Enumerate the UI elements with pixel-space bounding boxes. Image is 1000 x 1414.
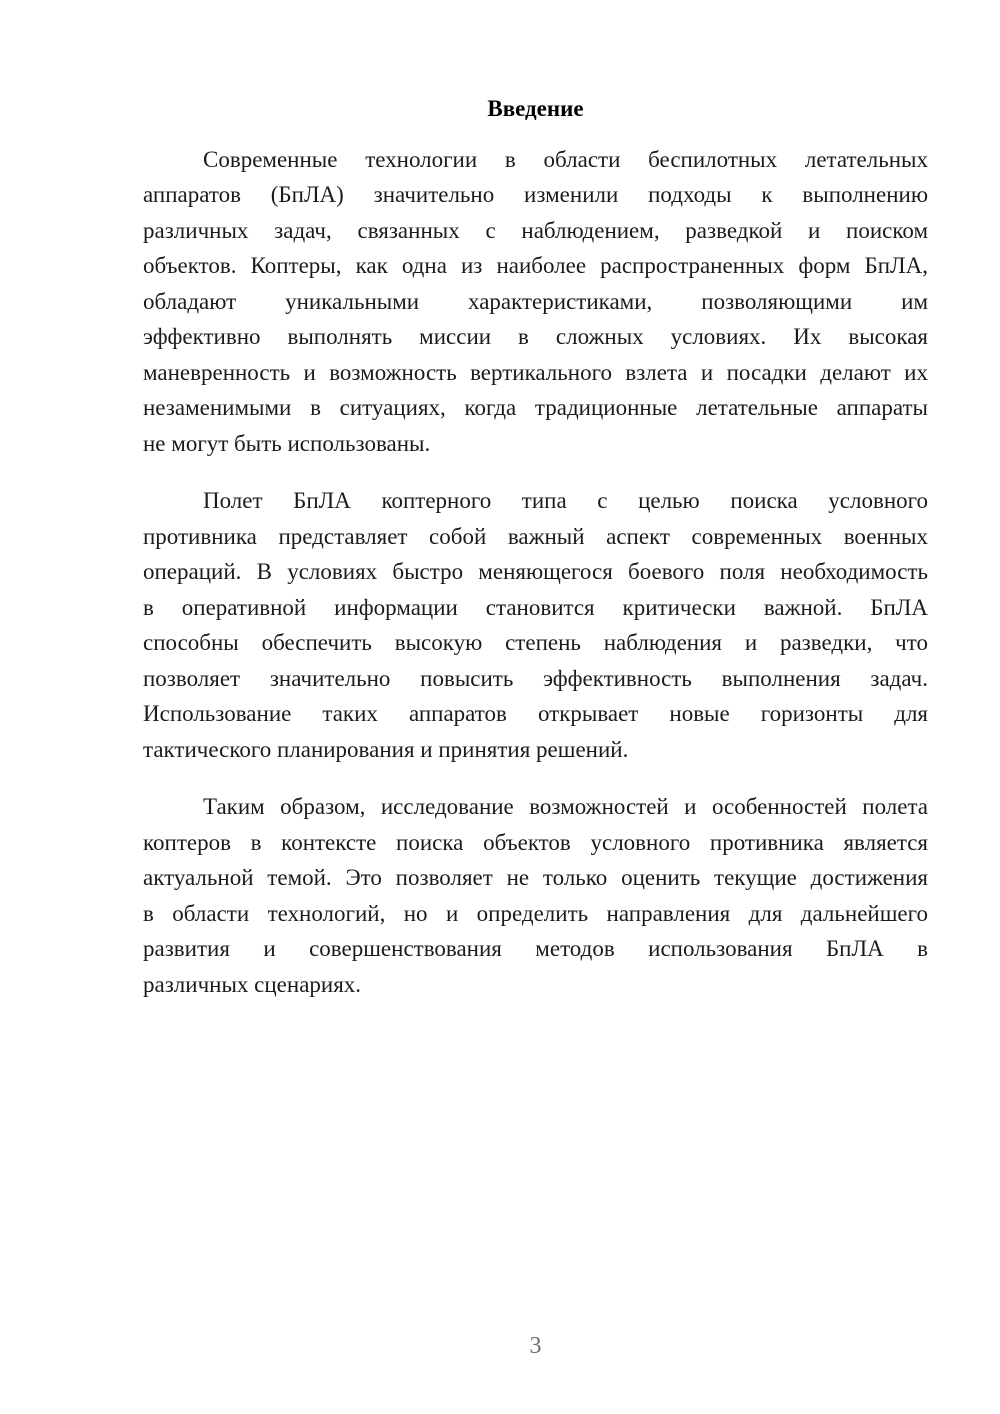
text-line: в оперативной информации становится критически важной. БпЛА bbox=[143, 594, 928, 620]
paragraph bbox=[143, 789, 928, 1002]
text-line: позволяет значительно повысить эффективность выполнения задач. bbox=[143, 665, 928, 691]
text-line: эффективно выполнять миссии в сложных условиях. Их высокая bbox=[143, 324, 928, 349]
text-line: в области технологий, но и определить направления для дальнейшего bbox=[143, 900, 928, 926]
text-line: аппаратов (БпЛА) значительно изменили подходы к выполнению bbox=[143, 182, 928, 207]
text-line: способны обеспечить высокую степень наблюдения и разведки, что bbox=[143, 630, 928, 655]
text-line: развития и совершенствования методов использования БпЛА в bbox=[143, 936, 928, 961]
paragraph bbox=[143, 142, 928, 462]
document-content bbox=[143, 91, 928, 1024]
text-line: Таким образом, исследование возможностей и особенностей полета bbox=[203, 794, 928, 819]
text-line: обладают уникальными характеристиками, позволяющими им bbox=[143, 288, 928, 314]
text-line: операций. В условиях быстро меняющегося боевого поля необходимость bbox=[143, 559, 928, 584]
text-line: актуальной темой. Это позволяет не только оценить текущие достижения bbox=[143, 865, 928, 890]
text-line: Современные технологии в области беспилотных летательных bbox=[203, 146, 928, 172]
text-line: Полет БпЛА коптерного типа с целью поиска условного bbox=[203, 488, 928, 513]
text-line: тактического планирования и принятия решений. bbox=[143, 736, 629, 762]
text-line: противника представляет собой важный аспект современных военных bbox=[143, 523, 928, 549]
text-line: Использование таких аппаратов открывает новые горизонты для bbox=[143, 701, 928, 726]
text-line: маневренность и возможность вертикального взлета и посадки делают их bbox=[143, 359, 928, 385]
text-line: различных задач, связанных с наблюдением, разведкой и поиском bbox=[143, 217, 928, 243]
text-line: незаменимыми в ситуациях, когда традиционные летательные аппараты bbox=[143, 395, 928, 420]
text-line: объектов. Коптеры, как одна из наиболее распространенных форм БпЛА, bbox=[143, 253, 928, 278]
page-number: 3 bbox=[529, 1333, 542, 1359]
text-line: не могут быть использованы. bbox=[143, 430, 431, 456]
section-title: Введение bbox=[487, 96, 584, 121]
paragraphs-container bbox=[143, 142, 928, 1003]
text-line: коптеров в контексте поиска объектов условного противника является bbox=[143, 829, 928, 855]
text-line: различных сценариях. bbox=[143, 971, 362, 997]
paragraph bbox=[143, 483, 928, 767]
